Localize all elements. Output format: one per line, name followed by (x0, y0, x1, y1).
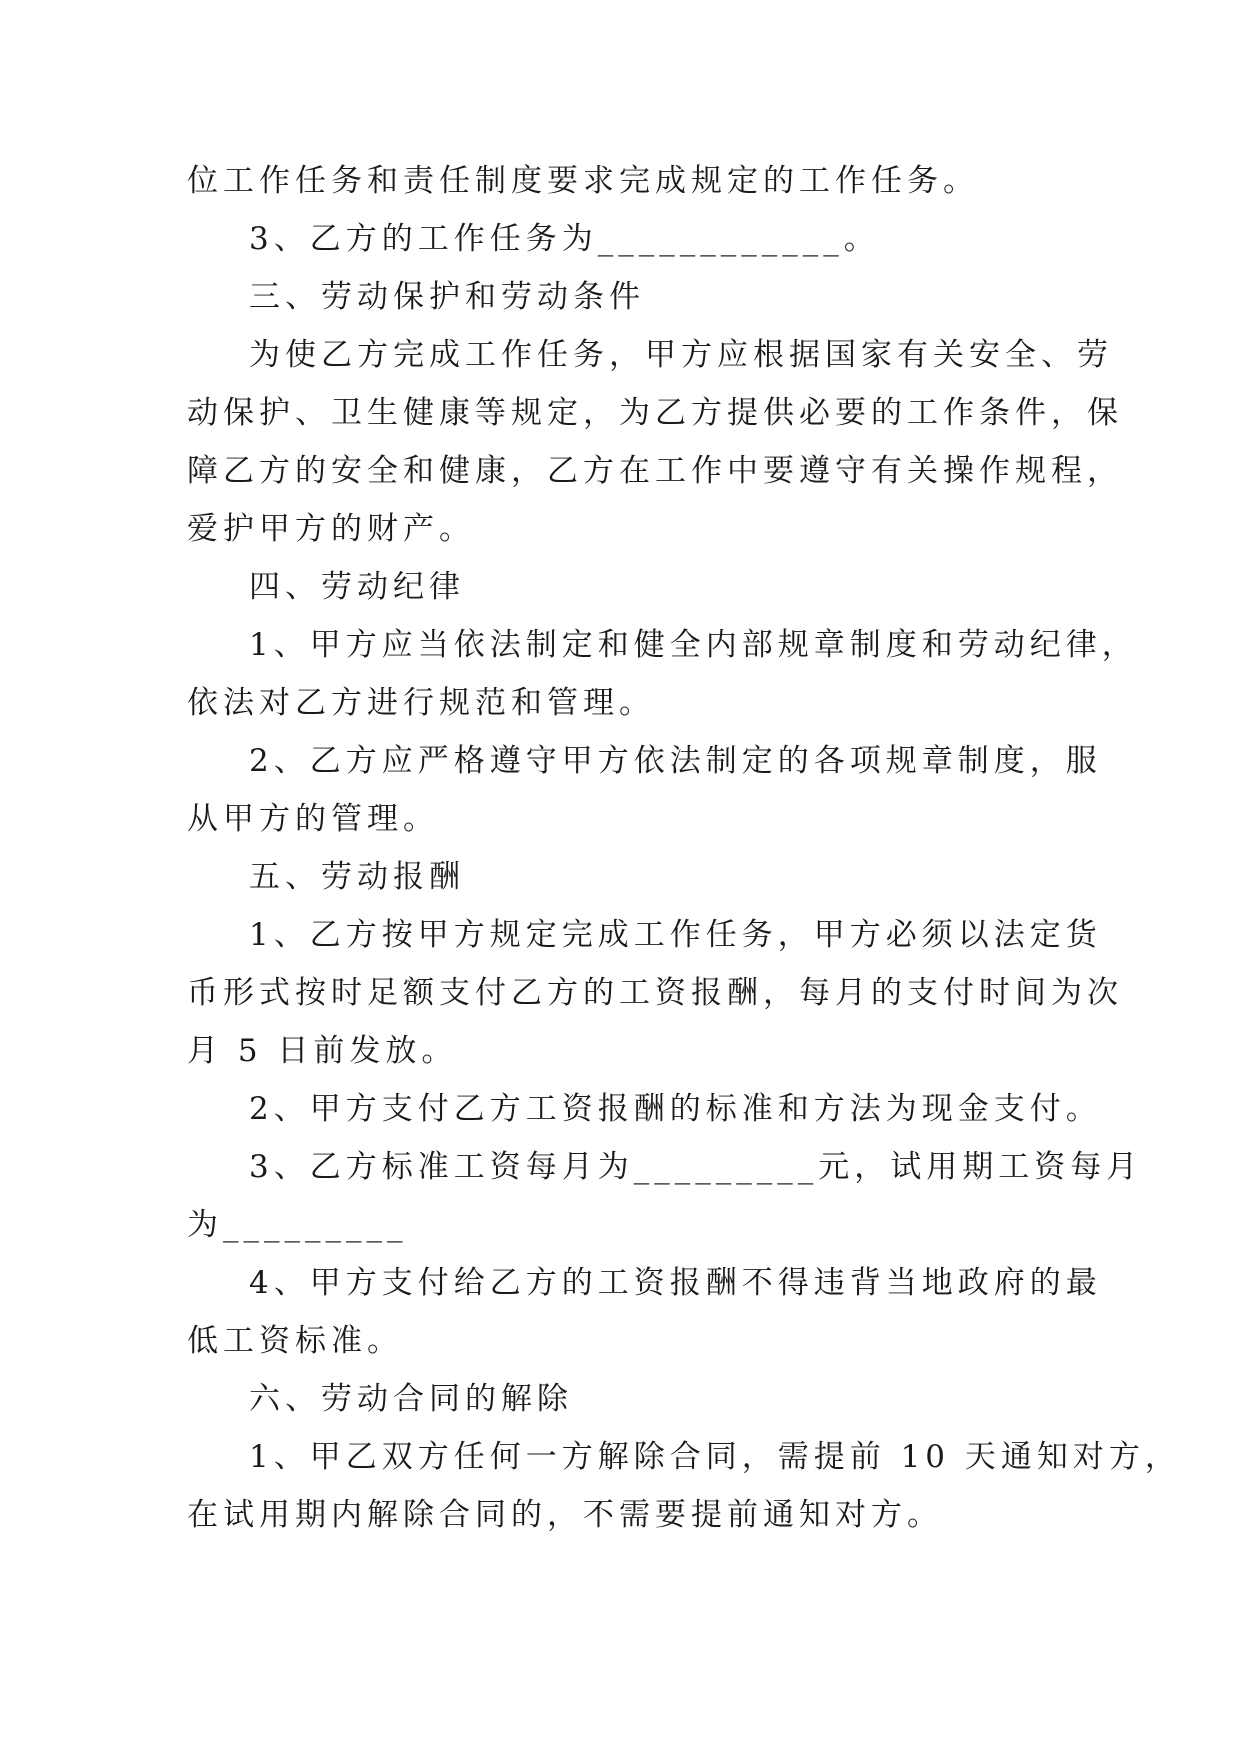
body-text (187, 152, 1181, 1544)
paragraph-line: 4、甲方支付给乙方的工资报酬不得违背当地政府的最 (249, 1265, 1102, 1301)
paragraph-line: 六、劳动合同的解除 (249, 1381, 573, 1417)
paragraph-line: 2、乙方应严格遵守甲方依法制定的各项规章制度，服 (249, 743, 1102, 779)
paragraph-line: 低工资标准。 (187, 1323, 403, 1359)
paragraph-line: 月 5 日前发放。 (187, 1033, 458, 1069)
paragraph-line: 五、劳动报酬 (249, 859, 465, 895)
paragraph-line: 在试用期内解除合同的，不需要提前通知对方。 (187, 1497, 943, 1533)
paragraph-line: 3、乙方的工作任务为____________。 (249, 221, 880, 257)
paragraph-line: 三、劳动保护和劳动条件 (249, 279, 645, 315)
paragraph-line: 四、劳动纪律 (249, 569, 465, 605)
paragraph-line: 1、甲方应当依法制定和健全内部规章制度和劳动纪律， (249, 627, 1138, 663)
paragraph-line: 爱护甲方的财产。 (187, 511, 475, 547)
paragraph-line: 依法对乙方进行规范和管理。 (187, 685, 655, 721)
paragraph-line: 1、甲乙双方任何一方解除合同，需提前 10 天通知对方， (249, 1439, 1181, 1475)
paragraph-line: 3、乙方标准工资每月为_________元，试用期工资每月 (249, 1149, 1143, 1185)
paragraph-line: 2、甲方支付乙方工资报酬的标准和方法为现金支付。 (249, 1091, 1102, 1127)
paragraph-line: 位工作任务和责任制度要求完成规定的工作任务。 (187, 163, 979, 199)
paragraph-line: 为_________ (187, 1207, 408, 1243)
paragraph-line: 动保护、卫生健康等规定，为乙方提供必要的工作条件，保 (187, 395, 1123, 431)
paragraph-line: 障乙方的安全和健康，乙方在工作中要遵守有关操作规程， (187, 453, 1123, 489)
paragraph-line: 1、乙方按甲方规定完成工作任务，甲方必须以法定货 (249, 917, 1102, 953)
paragraph-line: 为使乙方完成工作任务，甲方应根据国家有关安全、劳 (249, 337, 1113, 373)
paragraph-line: 币形式按时足额支付乙方的工资报酬，每月的支付时间为次 (187, 975, 1123, 1011)
paragraph-line: 从甲方的管理。 (187, 801, 439, 837)
